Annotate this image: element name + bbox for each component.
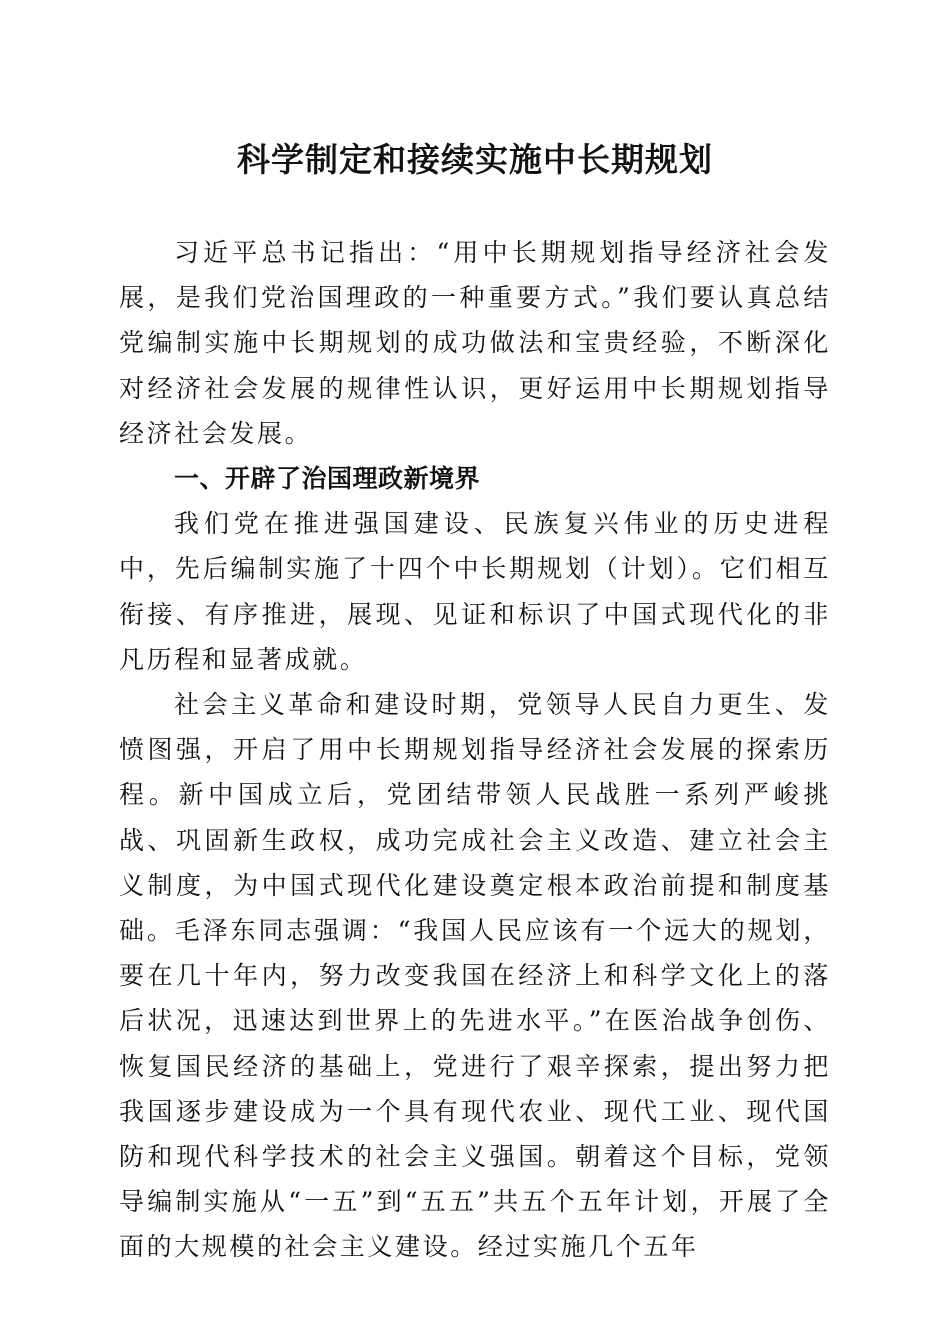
section-paragraph-1: 我们党在推进强国建设、民族复兴伟业的历史进程中，先后编制实施了十四个中长期规划（计划）。它们相互衔接、有序推进，展现、见证和标识了中国式现代化的非凡历程和显著成就。 <box>119 509 831 674</box>
section-paragraph-2: 社会主义革命和建设时期，党领导人民自力更生、发愤图强，开启了用中长期规划指导经济社会发展的探索历程。新中国成立后，党团结带领人民战胜一系列严峻挑战、巩固新生政权，成功完成社会主义改造、建立社会主义制度，为中国式现代化建设奠定根本政治前提和制度基础。毛泽东同志强调：“我国人民应该有一个远大的规划，要在几十年内，努力改变我国在经济上和科学文化上的落后状况，迅速达到世界上的先进水平。”在医治战争创伤、恢复国民经济的基础上，党进行了艰辛探索，提出努力把我国逐步建设成为一个具有现代农业、现代工业、现代国防和现代科学技术的社会主义强国。朝着这个目标，党领导编制实施从“一五”到“五五”共五个五年计划，开展了全面的大规模的社会主义建设。经过实施几个五年 <box>119 690 831 1262</box>
document-title: 科学制定和接续实施中长期规划 <box>237 140 713 179</box>
section-heading: 一、开辟了治国理政新境界 <box>174 464 481 494</box>
intro-paragraph: 习近平总书记指出：“用中长期规划指导经济社会发展，是我们党治国理政的一种重要方式。”我们要认真总结党编制实施中长期规划的成功做法和宝贵经验，不断深化对经济社会发展的规律性认识，更好运用中长期规划指导经济社会发展。 <box>119 238 831 448</box>
document-body <box>119 230 831 1270</box>
